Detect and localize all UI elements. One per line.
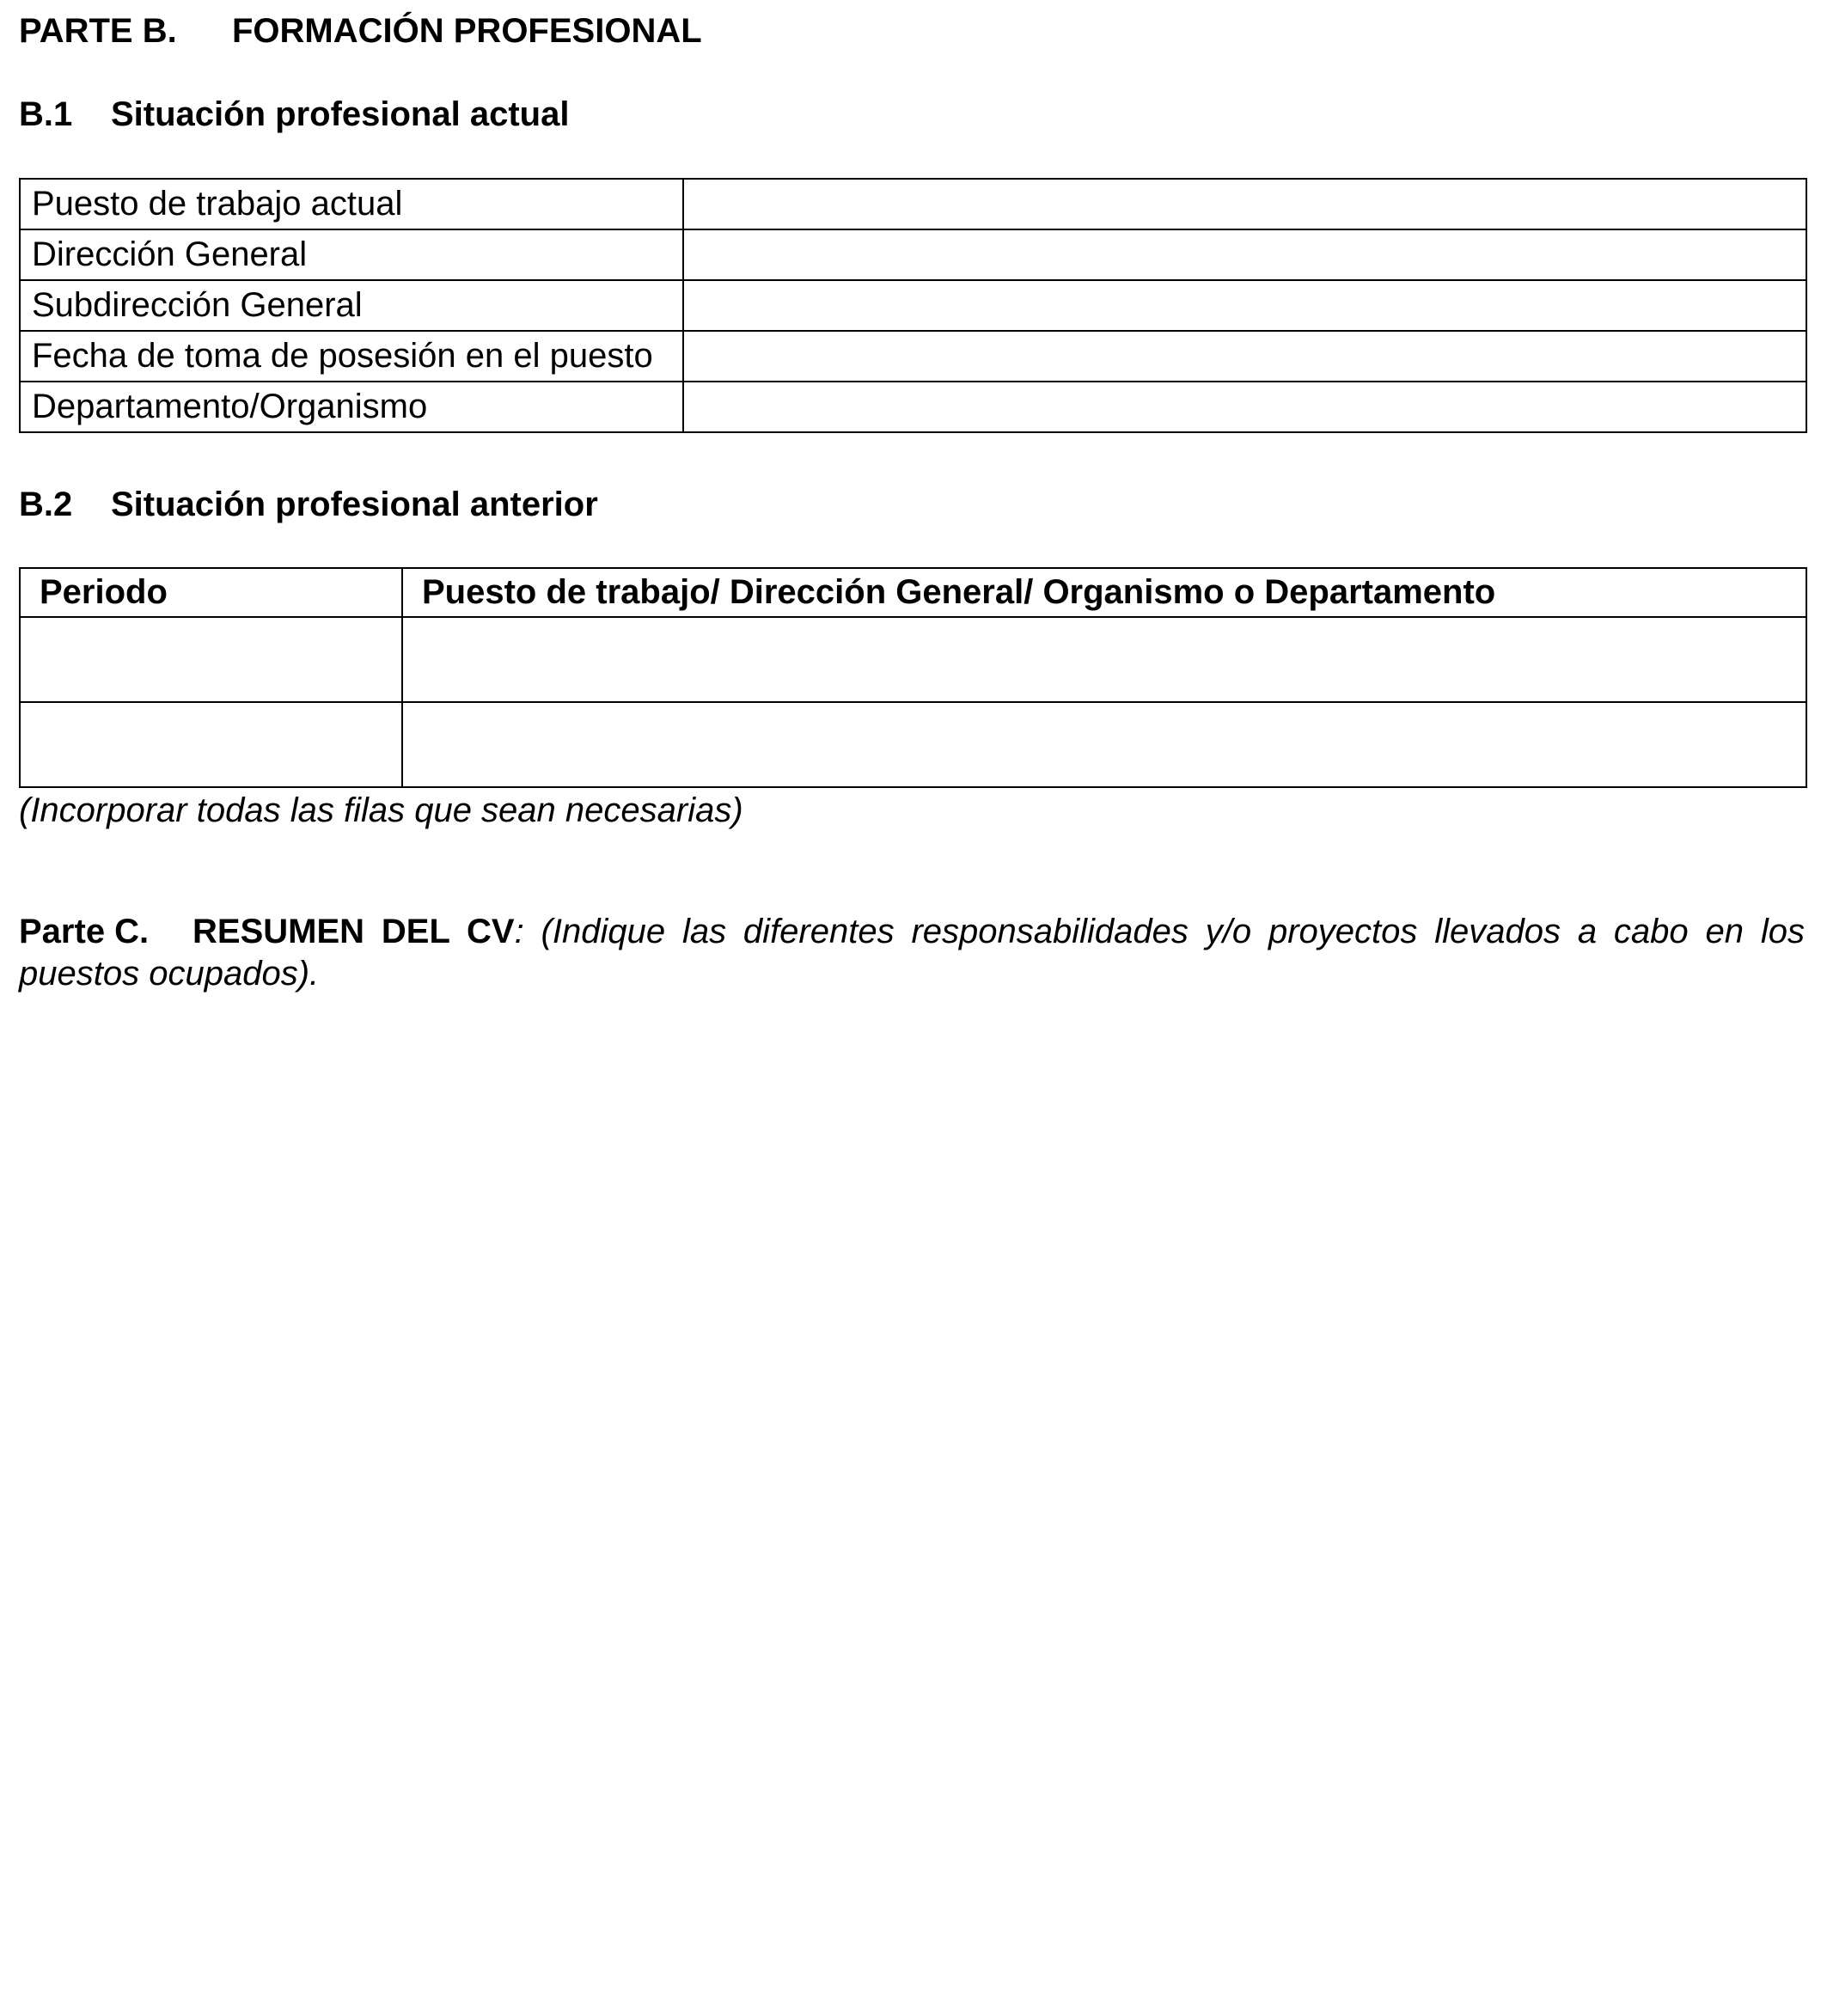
part-c-paragraph — [19, 911, 1805, 995]
row-label: Departamento/Organismo — [20, 382, 683, 432]
part-b-title: FORMACIÓN PROFESIONAL — [232, 12, 702, 50]
b1-code: B.1 — [19, 95, 73, 133]
row-label: Subdirección General — [20, 280, 683, 331]
table-row — [20, 280, 1806, 331]
previous-positions-table — [19, 567, 1807, 788]
period-column-header: Periodo — [20, 568, 402, 617]
period-cell[interactable] — [20, 702, 402, 787]
part-c-code: Parte C. — [19, 913, 150, 950]
part-b-heading — [19, 12, 702, 51]
part-b-code: PARTE B. — [19, 12, 177, 50]
table-row — [20, 179, 1806, 229]
add-rows-note: (Incorporar todas las filas que sean necesarias) — [19, 791, 743, 829]
period-cell[interactable] — [20, 617, 402, 702]
row-label: Dirección General — [20, 229, 683, 280]
row-value-field[interactable] — [683, 382, 1806, 432]
table-row — [20, 229, 1806, 280]
table-row — [20, 331, 1806, 382]
row-value-field[interactable] — [683, 229, 1806, 280]
row-value-field[interactable] — [683, 179, 1806, 229]
b1-heading — [19, 95, 569, 134]
b2-code: B.2 — [19, 486, 73, 523]
b1-title: Situación profesional actual — [111, 95, 570, 133]
part-c-instruction: : (Indique las diferentes responsabilidades y/o proyectos llevados a cabo en los puestos ocupados). — [19, 913, 1806, 993]
position-cell[interactable] — [402, 617, 1806, 702]
row-value-field[interactable] — [683, 280, 1806, 331]
b2-heading — [19, 486, 598, 524]
table-header-row — [20, 568, 1806, 617]
row-value-field[interactable] — [683, 331, 1806, 382]
table-row — [20, 702, 1806, 787]
table-row — [20, 382, 1806, 432]
row-label: Puesto de trabajo actual — [20, 179, 683, 229]
table-row — [20, 617, 1806, 702]
position-column-header: Puesto de trabajo/ Dirección General/ Organismo o Departamento — [402, 568, 1806, 617]
part-c-title: RESUMEN DEL CV — [192, 913, 515, 950]
position-cell[interactable] — [402, 702, 1806, 787]
b2-title: Situación profesional anterior — [111, 486, 598, 523]
current-position-table — [19, 178, 1807, 433]
row-label: Fecha de toma de posesión en el puesto — [20, 331, 683, 382]
